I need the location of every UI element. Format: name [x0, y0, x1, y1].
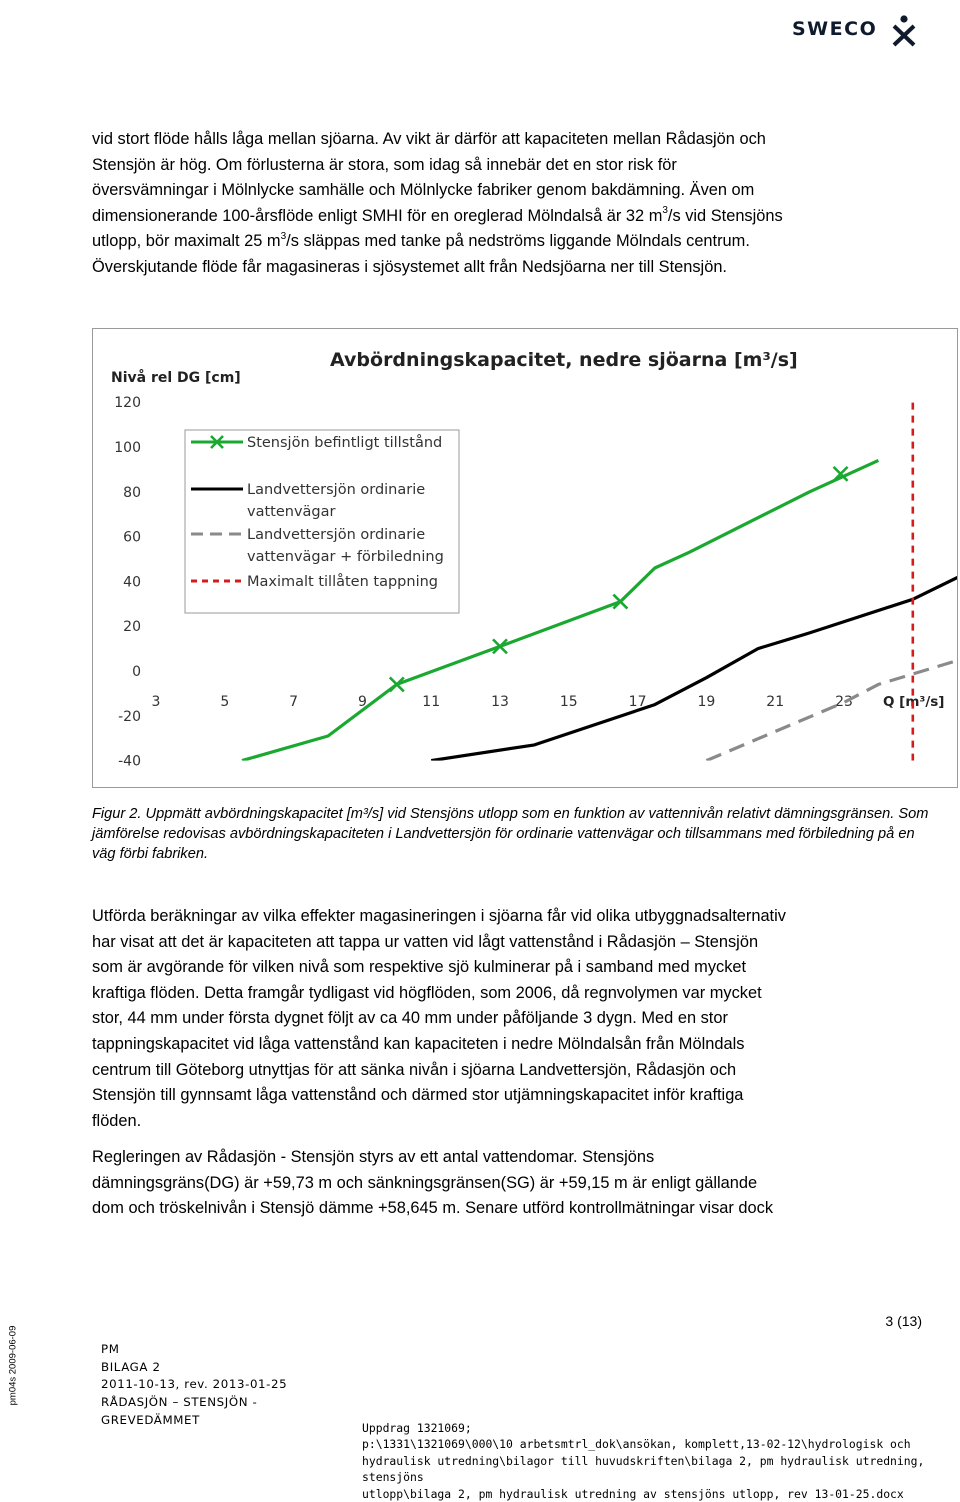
- series-group: [431, 566, 957, 761]
- y-tick-label: 80: [123, 484, 141, 501]
- logo-text: SWECO: [792, 18, 878, 40]
- figure-caption: [92, 805, 932, 864]
- sweco-logo: [792, 14, 922, 48]
- footer-line: PM: [101, 1342, 120, 1356]
- x-tick-label: 23: [835, 694, 853, 710]
- footer-line: p:\1331\1321069\000\10 arbetsmtrl_dok\ansökan, komplett,13-02-12\hydrologisk och: [362, 1437, 911, 1452]
- intro-line: dimensionerande 100-årsflöde enligt SMHI för en oreglerad Mölndalså är 32 $m^3/s$ vid Stensjöns: [92, 205, 783, 225]
- y-tick-label: 0: [132, 664, 141, 680]
- body-line: har visat att det är kapaciteten att tappa ur vatten vid lågt vattenstånd i Rådasjön – Stensjön: [92, 932, 759, 951]
- footer-line: RÅDASJÖN – STENSJÖN -: [101, 1395, 258, 1410]
- legend-label: Maximalt tillåten tappning: [247, 574, 438, 590]
- body-line: kraftiga flöden. Detta framgår tydligast vid högflöden, som 2006, då regnvolymen var mycket: [92, 983, 762, 1002]
- intro-line: Överskjutande flöde får magasineras i sjösystemet allt från Nedsjöarna ner till Stensjön.: [92, 257, 727, 276]
- y-tick-label: 40: [123, 574, 141, 591]
- y-tick-label: -20: [118, 708, 141, 725]
- x-tick-label: 7: [289, 694, 299, 710]
- body-line: flöden.: [92, 1111, 142, 1130]
- body-line: som är avgörande för vilken nivå som respektive sjö kulminerar på i samband med mycket: [92, 958, 747, 977]
- caption-text: Uppmätt avbördningskapacitet [m³/s] vid Stensjöns utlopp som en funktion av vattennivån relativt dämningsgränsen.: [145, 806, 895, 822]
- x-tick-label: 5: [220, 694, 230, 710]
- x-tick-label: 3: [151, 694, 161, 710]
- footer-line: GREVEDÄMMET: [101, 1412, 200, 1427]
- x-tick-label: 9: [357, 694, 367, 710]
- body-line: stor, 44 mm under första dygnet följt av ca 40 mm under påföljande 3 dygn. Med en stor: [92, 1009, 728, 1028]
- body-line: Utförda beräkningar av vilka effekter magasineringen i sjöarna får vid olika utbyggnadsalternativ: [92, 907, 786, 925]
- legend-label: Stensjön befintligt tillstånd: [247, 435, 443, 451]
- series-line: [431, 566, 957, 761]
- body-line: Stensjön till gynnsamt låga vattenstånd och därmed stor utjämningskapacitet inför kraftiga: [92, 1086, 744, 1105]
- intro-line: vid stort flöde hålls låga mellan sjöarna. Av vikt är därför att kapaciteten mellan Rådasjön och: [92, 130, 766, 148]
- series-marker: [493, 639, 507, 653]
- y-tick-label: 60: [123, 529, 141, 546]
- body-line: Regleringen av Rådasjön - Stensjön styrs av ett antal vattendomar. Stensjöns: [92, 1148, 655, 1166]
- footer-line: utlopp\bilaga 2, pm hydraulisk utredning av stensjöns utlopp, rev 13-01-25.docx: [362, 1486, 904, 1501]
- x-tick-label: 21: [766, 694, 785, 710]
- footer-line: Uppdrag 1321069;: [362, 1421, 472, 1435]
- intro-line: översvämningar i Mölnlycke samhälle och Mölnlycke fabriker genom bakdämning. Även om: [92, 181, 755, 200]
- sweco-person-icon: [889, 14, 919, 48]
- discharge-chart: [93, 329, 957, 787]
- legend-label: vattenvägar: [247, 504, 336, 520]
- legend-label: Landvettersjön ordinarie: [247, 482, 426, 498]
- body-paragraph-2: [92, 1145, 922, 1222]
- chart-xlabel: Q [m³/s]: [883, 694, 945, 710]
- intro-line: Stensjön är hög. Om förlusterna är stora, som idag så innebär det en stor risk för: [92, 155, 677, 174]
- intro-paragraph: [92, 127, 922, 281]
- legend-label: vattenvägar + förbiledning: [247, 549, 444, 565]
- x-tick-label: 17: [628, 694, 647, 710]
- footer-line: hydraulisk utredning\bilagor till huvudskriften\bilaga 2, pm hydraulisk utredning, stensjöns: [362, 1453, 925, 1485]
- footer-file-path: [362, 1420, 960, 1502]
- footer-document-info: [101, 1341, 287, 1430]
- body-line: dom och tröskelnivån i Stensjö dämme +58,645 m. Senare utförd kontrollmätningar visar dock: [92, 1199, 774, 1218]
- body-line: centrum till Göteborg utnyttjas för att sänka nivån i sjöarna Landvettersjön, Rådasjön och: [92, 1060, 737, 1079]
- x-tick-label: 19: [697, 694, 716, 710]
- y-tick-label: -40: [118, 753, 141, 770]
- series-marker: [390, 677, 404, 691]
- x-tick-label: 13: [491, 694, 509, 710]
- series-marker: [613, 595, 627, 609]
- footer-line: BILAGA 2: [101, 1359, 161, 1374]
- y-tick-label: 20: [123, 619, 141, 636]
- x-tick-label: 15: [559, 694, 578, 710]
- caption-text-2: Som jämförelse redovisas avbördningskapaciteten i Landvettersjön för ordinarie vattenvägar och tillsammans med förbiledning på en väg förbi fabriken.: [92, 806, 929, 862]
- template-code: pm04s 2009-06-09: [7, 1325, 19, 1406]
- chart-title: Avbördningskapacitet, nedre sjöarna [m³/s]: [330, 349, 798, 371]
- footer-line: 2011-10-13, rev. 2013-01-25: [101, 1377, 288, 1392]
- y-tick-label: 100: [114, 440, 141, 456]
- page-number: 3 (13): [885, 1313, 922, 1329]
- chart-frame: [92, 328, 958, 788]
- body-line: tappningskapacitet vid låga vattenstånd kan kapaciteten i nedre Mölndalsån från Mölndals: [92, 1034, 745, 1053]
- caption-label: Figur 2.: [92, 806, 142, 822]
- y-tick-label: 120: [114, 395, 141, 412]
- chart-ylabel: Nivå rel DG [cm]: [111, 370, 241, 386]
- intro-line: utlopp, bör maximalt 25 $m^3/s$ släppas med tanke på nedströms liggande Mölndals centrum.: [92, 230, 750, 251]
- x-tick-label: 11: [422, 694, 441, 710]
- legend-label: Landvettersjön ordinarie: [247, 527, 426, 543]
- body-line: dämningsgräns(DG) är +59,73 m och sänkningsgränsen(SG) är +59,15 m är enligt gällande: [92, 1173, 758, 1192]
- body-paragraph-1: [92, 904, 922, 1134]
